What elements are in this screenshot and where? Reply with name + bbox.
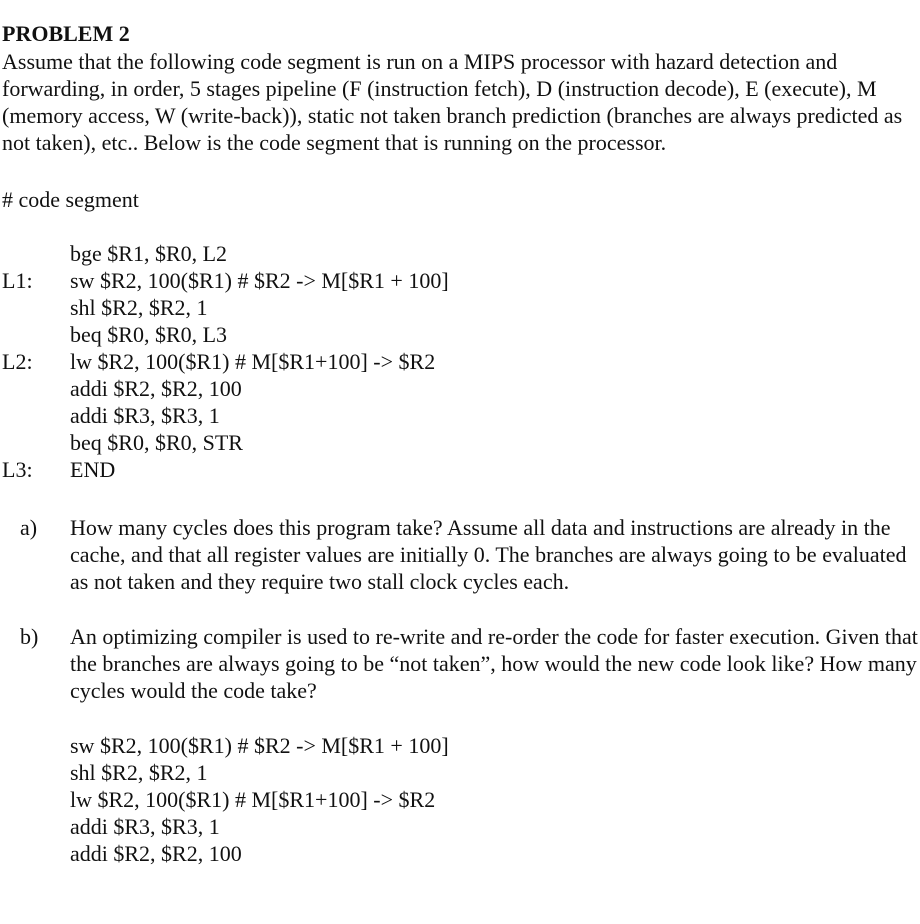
code-instruction: END (70, 457, 116, 482)
question-text: How many cycles does this program take? Assume all data and instructions are already in the cache, and that all register values are initially 0. The branches are always going to be evaluated as not taken and they require two stall clock cycles each. (70, 515, 907, 594)
optimized-code-line: sw $R2, 100($R1) # $R2 -> M[$R1 + 100] (70, 733, 449, 758)
code-comment: # code segment (2, 187, 139, 212)
code-instruction: beq $R0, $R0, STR (70, 430, 243, 455)
optimized-code-line: addi $R2, $R2, 100 (70, 841, 242, 866)
problem-title: PROBLEM 2 (2, 21, 130, 46)
code-instruction: bge $R1, $R0, L2 (70, 241, 228, 266)
question-text: An optimizing compiler is used to re-write and re-order the code for faster execution. Given that the branches are always going to be “not taken”, how would the new code look like? How many cycles would the code take? (70, 624, 918, 703)
code-instruction: beq $R0, $R0, L3 (70, 322, 228, 347)
code-instruction: lw $R2, 100($R1) # M[$R1+100] -> $R2 (70, 349, 436, 374)
optimized-code-line: lw $R2, 100($R1) # M[$R1+100] -> $R2 (70, 787, 436, 812)
code-instruction: addi $R3, $R3, 1 (70, 403, 220, 428)
code-label: L1: (2, 268, 33, 293)
code-label: L3: (2, 457, 33, 482)
question-letter: a) (20, 515, 38, 540)
code-instruction: addi $R2, $R2, 100 (70, 376, 242, 401)
optimized-code-line: addi $R3, $R3, 1 (70, 814, 220, 839)
problem-intro: Assume that the following code segment is run on a MIPS processor with hazard detection and forwarding, in order, 5 stages pipeline (F (instruction fetch), D (instruction decode), E (execute), M (memory access, W (write-back)), static not taken branch prediction (branches are always predicted as not taken), etc.. Below is the code segment that is running on the processor. (2, 49, 903, 155)
code-instruction: sw $R2, 100($R1) # $R2 -> M[$R1 + 100] (70, 268, 449, 293)
optimized-code-line: shl $R2, $R2, 1 (70, 760, 208, 785)
optimized-code (70, 732, 449, 867)
code-label: L2: (2, 349, 33, 374)
code-instruction: shl $R2, $R2, 1 (70, 295, 208, 320)
question-letter: b) (20, 624, 39, 649)
